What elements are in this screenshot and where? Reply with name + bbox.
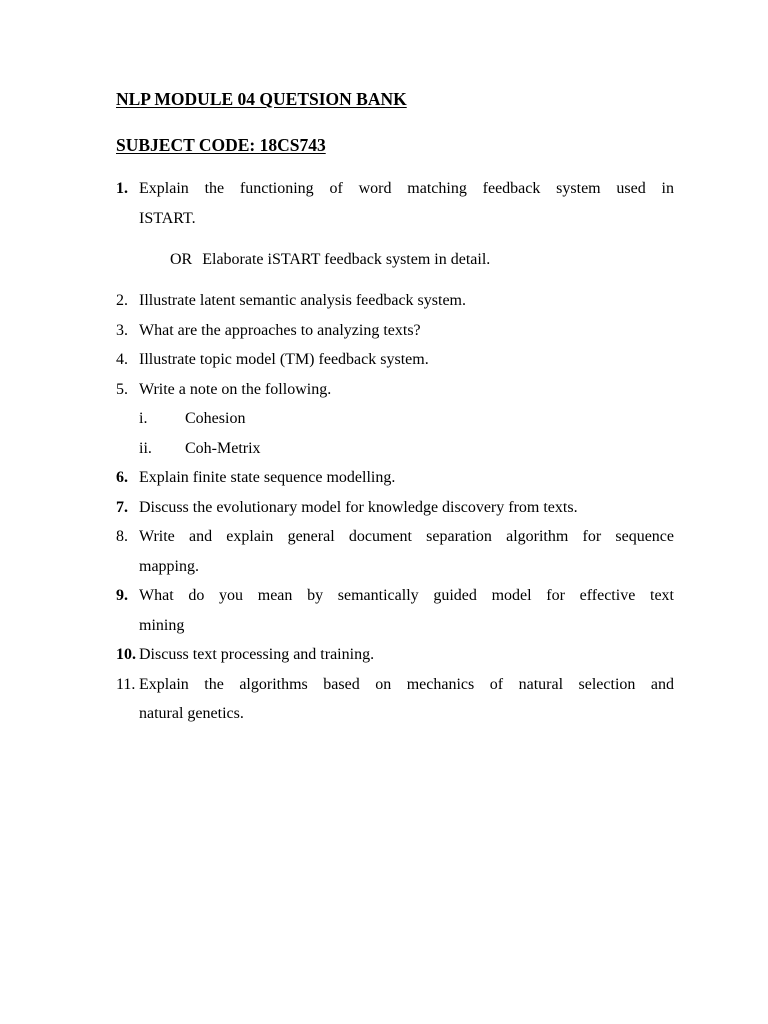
question-2 <box>116 286 674 316</box>
question-number: 9. <box>116 587 128 604</box>
alternative-question <box>170 247 490 273</box>
question-6 <box>116 463 674 493</box>
subject-code: SUBJECT CODE: 18CS743 <box>116 135 326 155</box>
question-text: What are the approaches to analyzing texts? <box>139 321 421 339</box>
question-text-line-1: What do you mean by semantically guided model for effective text <box>139 587 674 604</box>
alternative-question-text: Elaborate iSTART feedback system in detail. <box>202 251 491 268</box>
question-8 <box>116 522 674 581</box>
question-number: 4. <box>116 351 128 368</box>
question-1 <box>116 174 674 233</box>
question-text: Discuss the evolutionary model for knowledge discovery from texts. <box>139 498 578 516</box>
question-number: 10. <box>116 646 136 663</box>
question-text: Discuss text processing and training. <box>139 646 375 663</box>
question-number: 1. <box>116 180 128 197</box>
or-label: OR <box>170 251 193 268</box>
question-number: 11. <box>116 675 136 693</box>
question-number: 2. <box>116 292 128 309</box>
question-number: 7. <box>116 498 128 516</box>
question-number: 6. <box>116 469 128 486</box>
question-10 <box>116 640 674 670</box>
question-text-line-1: Explain the functioning of word matching feedback system used in <box>139 180 674 197</box>
question-text-line-1: Write and explain general document separation algorithm for sequence <box>139 528 674 545</box>
sub-item-numeral: i. <box>139 410 148 427</box>
question-number: 5. <box>116 380 128 398</box>
question-11 <box>116 670 674 729</box>
question-text-line-2: mapping. <box>139 557 199 575</box>
question-5 <box>116 375 674 405</box>
question-text: Illustrate topic model (TM) feedback system. <box>139 351 429 368</box>
question-text: Illustrate latent semantic analysis feedback system. <box>139 292 466 309</box>
sub-item-i <box>139 404 245 434</box>
question-7 <box>116 493 674 523</box>
sub-item-text: Cohesion <box>185 410 246 427</box>
question-9 <box>116 581 674 640</box>
question-text-line-2: mining <box>139 616 185 634</box>
sub-item-ii <box>139 434 261 464</box>
question-text-line-2: natural genetics. <box>139 705 244 722</box>
question-3 <box>116 316 674 346</box>
question-text-line-1: Explain the algorithms based on mechanics of natural selection and <box>139 675 674 693</box>
question-number: 3. <box>116 321 128 339</box>
sub-item-numeral: ii. <box>139 439 152 457</box>
question-text: Explain finite state sequence modelling. <box>139 469 396 486</box>
question-4 <box>116 345 674 375</box>
question-number: 8. <box>116 528 128 545</box>
document-title: NLP MODULE 04 QUETSION BANK <box>116 89 407 109</box>
question-text: Write a note on the following. <box>139 380 332 398</box>
question-text-line-2: ISTART. <box>139 209 196 227</box>
sub-item-text: Coh-Metrix <box>185 439 261 457</box>
